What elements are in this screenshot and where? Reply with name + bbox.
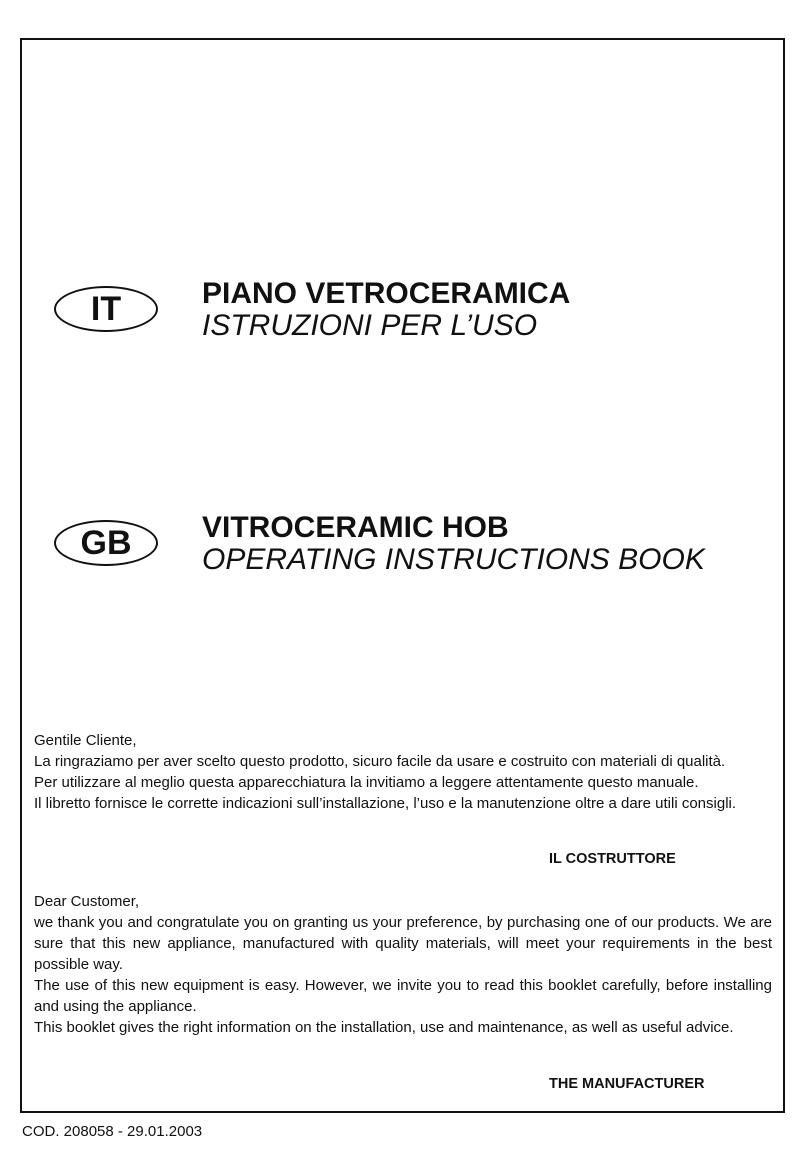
subtitle-gb: OPERATING INSTRUCTIONS BOOK bbox=[202, 543, 705, 576]
paragraph-it-2: Per utilizzare al meglio questa apparecchiatura la invitiamo a leggere attentamente questo manuale. bbox=[34, 774, 699, 791]
language-badge-it: IT bbox=[54, 286, 158, 332]
paragraph-it-3: Il libretto fornisce le corrette indicazioni sull’installazione, l’uso e la manutenzione oltre a dare utili consigli. bbox=[34, 795, 737, 812]
subtitle-it: ISTRUZIONI PER L’USO bbox=[202, 309, 538, 342]
letter-it bbox=[34, 730, 772, 814]
signature-it: IL COSTRUTTORE bbox=[549, 851, 676, 867]
letter-gb bbox=[34, 891, 772, 1038]
paragraph-gb-1: we thank you and congratulate you on granting us your preference, by purchasing one of our products. We are sure that this new appliance, manufactured with quality materials, will meet your requirements in the best possible way. bbox=[34, 914, 772, 973]
title-it: PIANO VETROCERAMICA bbox=[202, 277, 571, 310]
signature-gb: THE MANUFACTURER bbox=[549, 1076, 705, 1092]
title-gb: VITROCERAMIC HOB bbox=[202, 511, 509, 544]
paragraph-gb-2: The use of this new equipment is easy. However, we invite you to read this booklet carefully, before installing and using the appliance. bbox=[34, 977, 772, 1015]
greeting-gb: Dear Customer, bbox=[34, 893, 140, 910]
paragraph-it-1: La ringraziamo per aver scelto questo prodotto, sicuro facile da usare e costruito con materiali di qualità. bbox=[34, 753, 726, 770]
document-code: COD. 208058 - 29.01.2003 bbox=[22, 1123, 203, 1140]
language-badge-gb: GB bbox=[54, 520, 158, 566]
greeting-it: Gentile Cliente, bbox=[34, 732, 137, 749]
paragraph-gb-3: This booklet gives the right information on the installation, use and maintenance, as well as useful advice. bbox=[34, 1019, 734, 1036]
